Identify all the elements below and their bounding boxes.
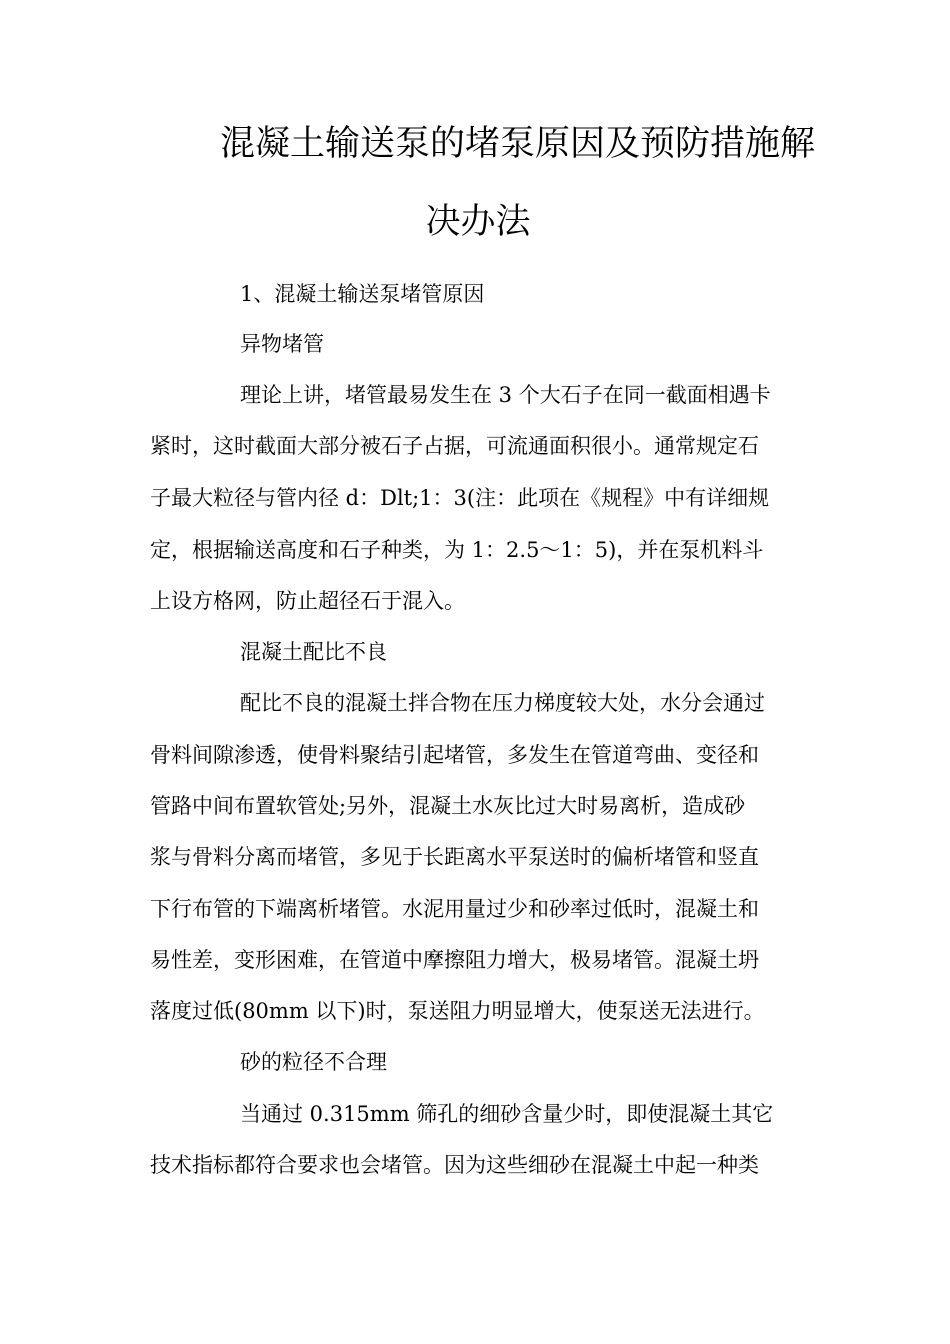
paragraph-line: 易性差，变形困难，在管道中摩擦阻力增大，极易堵管。混凝土坍 [150, 948, 759, 972]
document-title-line-1: 混凝土输送泵的堵泵原因及预防措施解 [220, 124, 816, 164]
document-title-line-2: 决办法 [425, 202, 531, 242]
paragraph-line: 管路中间布置软管处;另外，混凝土水灰比过大时易离析，造成砂 [150, 794, 746, 818]
paragraph-line: 子最大粒径与管内径 d：Dlt;1：3(注：此项在《规程》中有详细规 [150, 486, 770, 510]
paragraph-line: 当通过 0.315mm 筛孔的细砂含量少时，即使混凝土其它 [240, 1102, 774, 1126]
paragraph-line: 上设方格网，防止超径石于混入。 [150, 589, 465, 613]
subheading: 混凝土配比不良 [240, 640, 387, 664]
paragraph-line: 理论上讲，堵管最易发生在 3 个大石子在同一截面相遇卡 [240, 383, 771, 407]
paragraph-line: 配比不良的混凝土拌合物在压力梯度较大处，水分会通过 [240, 691, 765, 715]
subheading: 砂的粒径不合理 [240, 1050, 387, 1074]
paragraph-line: 紧时，这时截面大部分被石子占据，可流通面积很小。通常规定石 [150, 434, 759, 458]
paragraph-line: 定，根据输送高度和石子种类，为 1：2.5～1：5)，并在泵机料斗 [150, 538, 764, 562]
paragraph-line: 下行布管的下端离析堵管。水泥用量过少和砂率过低时，混凝土和 [150, 897, 759, 921]
paragraph-line: 浆与骨料分离而堵管，多见于长距离水平泵送时的偏析堵管和竖直 [150, 845, 759, 869]
paragraph-line: 技术指标都符合要求也会堵管。因为这些细砂在混凝土中起一种类 [150, 1153, 759, 1177]
section-heading: 1、混凝土输送泵堵管原因 [240, 282, 485, 306]
paragraph-line: 骨料间隙渗透，使骨料聚结引起堵管，多发生在管道弯曲、变径和 [150, 743, 759, 767]
paragraph-line: 落度过低(80mm 以下)时，泵送阻力明显增大，使泵送无法进行。 [150, 999, 765, 1023]
subheading: 异物堵管 [240, 332, 324, 356]
